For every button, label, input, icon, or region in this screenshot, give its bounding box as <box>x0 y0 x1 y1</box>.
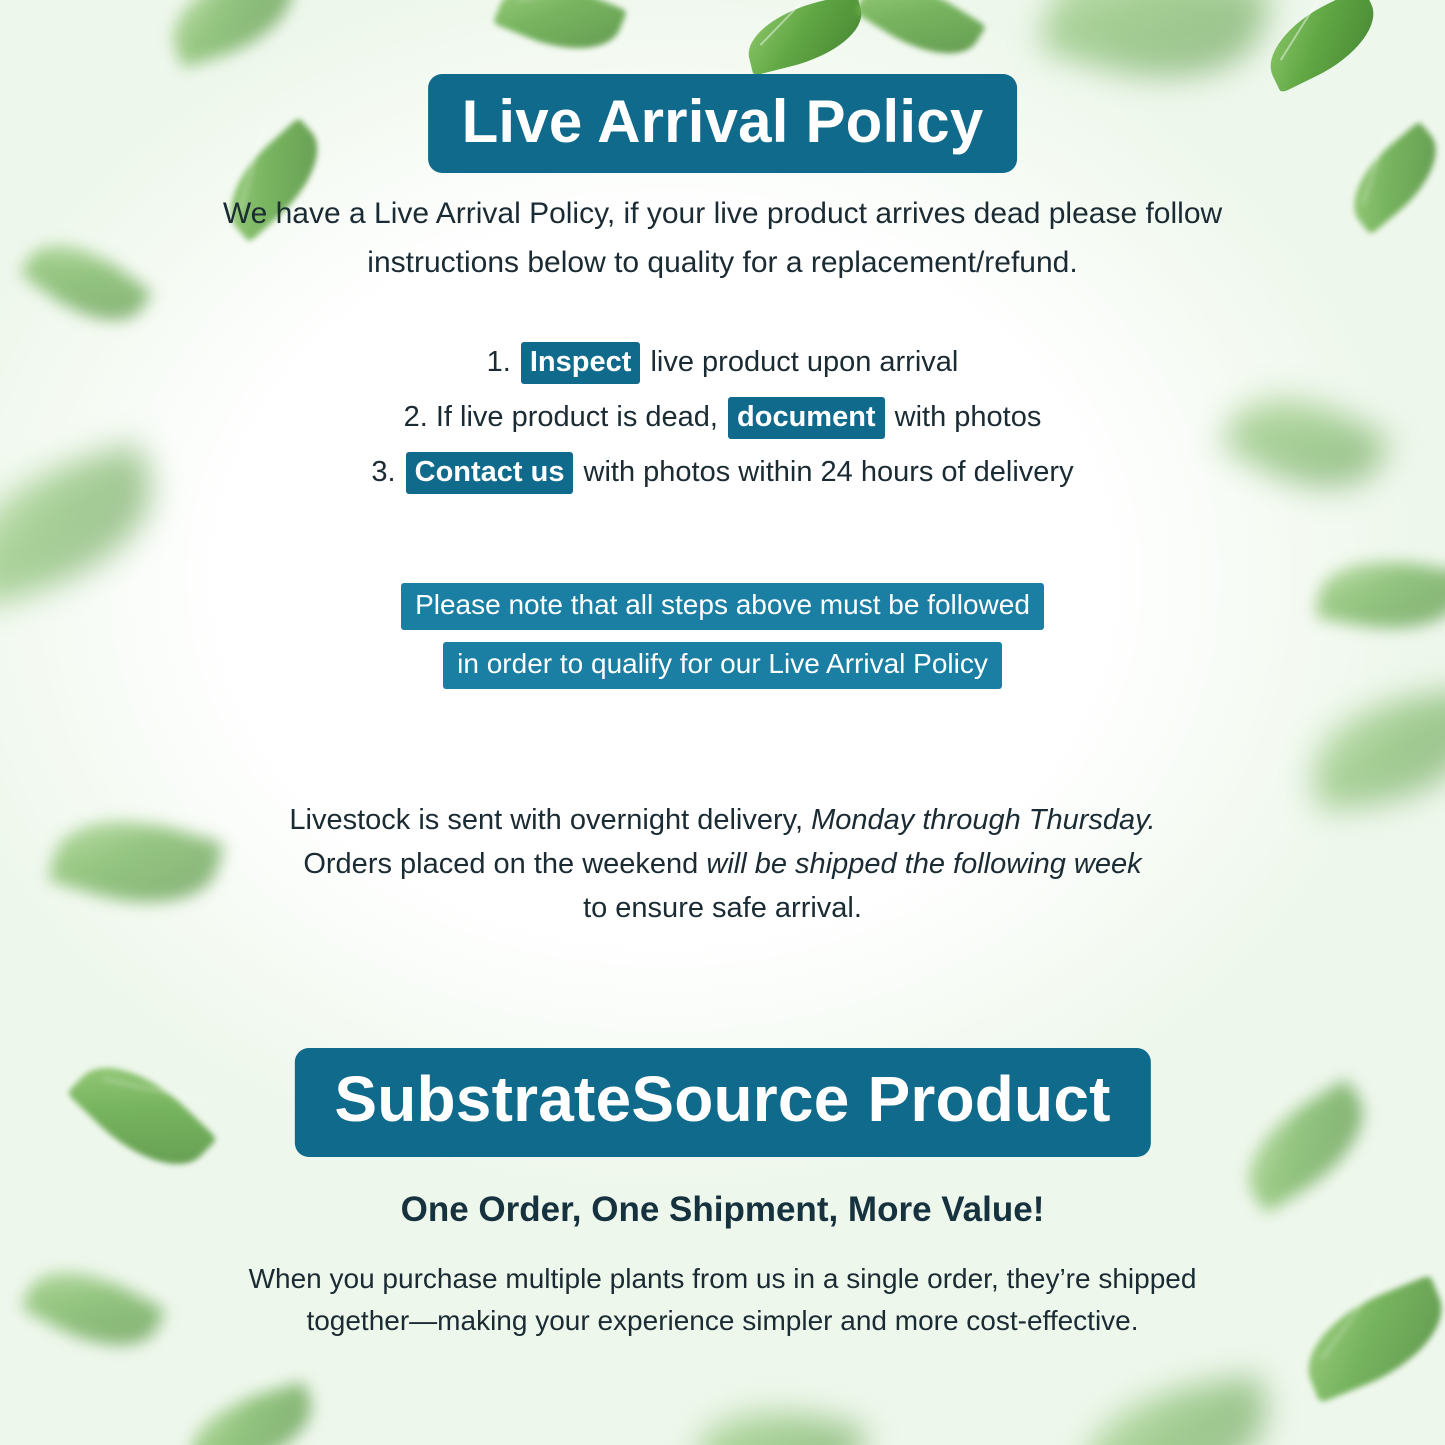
policy-note <box>133 583 1313 701</box>
step-text-after: with photos within 24 hours of delivery <box>583 456 1074 488</box>
shipping-line-3: to ensure safe arrival. <box>583 892 862 925</box>
policy-intro-line-2: instructions below to quality for a replacement/refund. <box>367 245 1078 279</box>
live-arrival-policy-title: Live Arrival Policy <box>428 74 1018 173</box>
product-description <box>163 1258 1283 1342</box>
policy-intro-line-1: We have a Live Arrival Policy, if your live product arrives dead please follow <box>222 197 1223 230</box>
shipping-line-2-plain: Orders placed on the weekend <box>303 848 707 881</box>
shipping-line-2 <box>173 842 1273 886</box>
substratesource-product-title: SubstrateSource Product <box>294 1048 1150 1157</box>
step-text-after: with photos <box>894 401 1042 433</box>
step-number: 2. <box>403 401 428 433</box>
shipping-line-1-italic: Monday through Thursday. <box>811 804 1156 836</box>
shipping-line-1-plain: Livestock is sent with overnight delivery, <box>289 804 812 836</box>
step-number: 3. <box>371 456 396 488</box>
step-highlight: document <box>728 397 885 439</box>
product-description-line-1: When you purchase multiple plants from us in a single order, they’re shipped <box>248 1263 1197 1294</box>
shipping-line-1 <box>173 798 1273 842</box>
product-subheading: One Order, One Shipment, More Value! <box>400 1190 1045 1229</box>
policy-note-line-1: Please note that all steps above must be followed <box>401 583 1044 630</box>
step-text-before: If live product is dead, <box>435 401 727 433</box>
policy-note-line-2: in order to qualify for our Live Arrival Policy <box>443 642 1002 689</box>
policy-steps-list <box>133 348 1313 513</box>
list-item <box>133 458 1313 487</box>
shipping-schedule <box>173 798 1273 930</box>
product-description-line-2: together—making your experience simpler and more cost-effective. <box>306 1305 1139 1336</box>
step-highlight: Contact us <box>406 452 574 494</box>
step-number: 1. <box>486 346 511 378</box>
policy-intro <box>158 190 1288 287</box>
list-item <box>133 348 1313 377</box>
step-highlight: Inspect <box>521 342 641 384</box>
shipping-line-2-italic: will be shipped the following week <box>706 848 1142 881</box>
list-item <box>133 403 1313 432</box>
step-text-after: live product upon arrival <box>650 346 959 378</box>
